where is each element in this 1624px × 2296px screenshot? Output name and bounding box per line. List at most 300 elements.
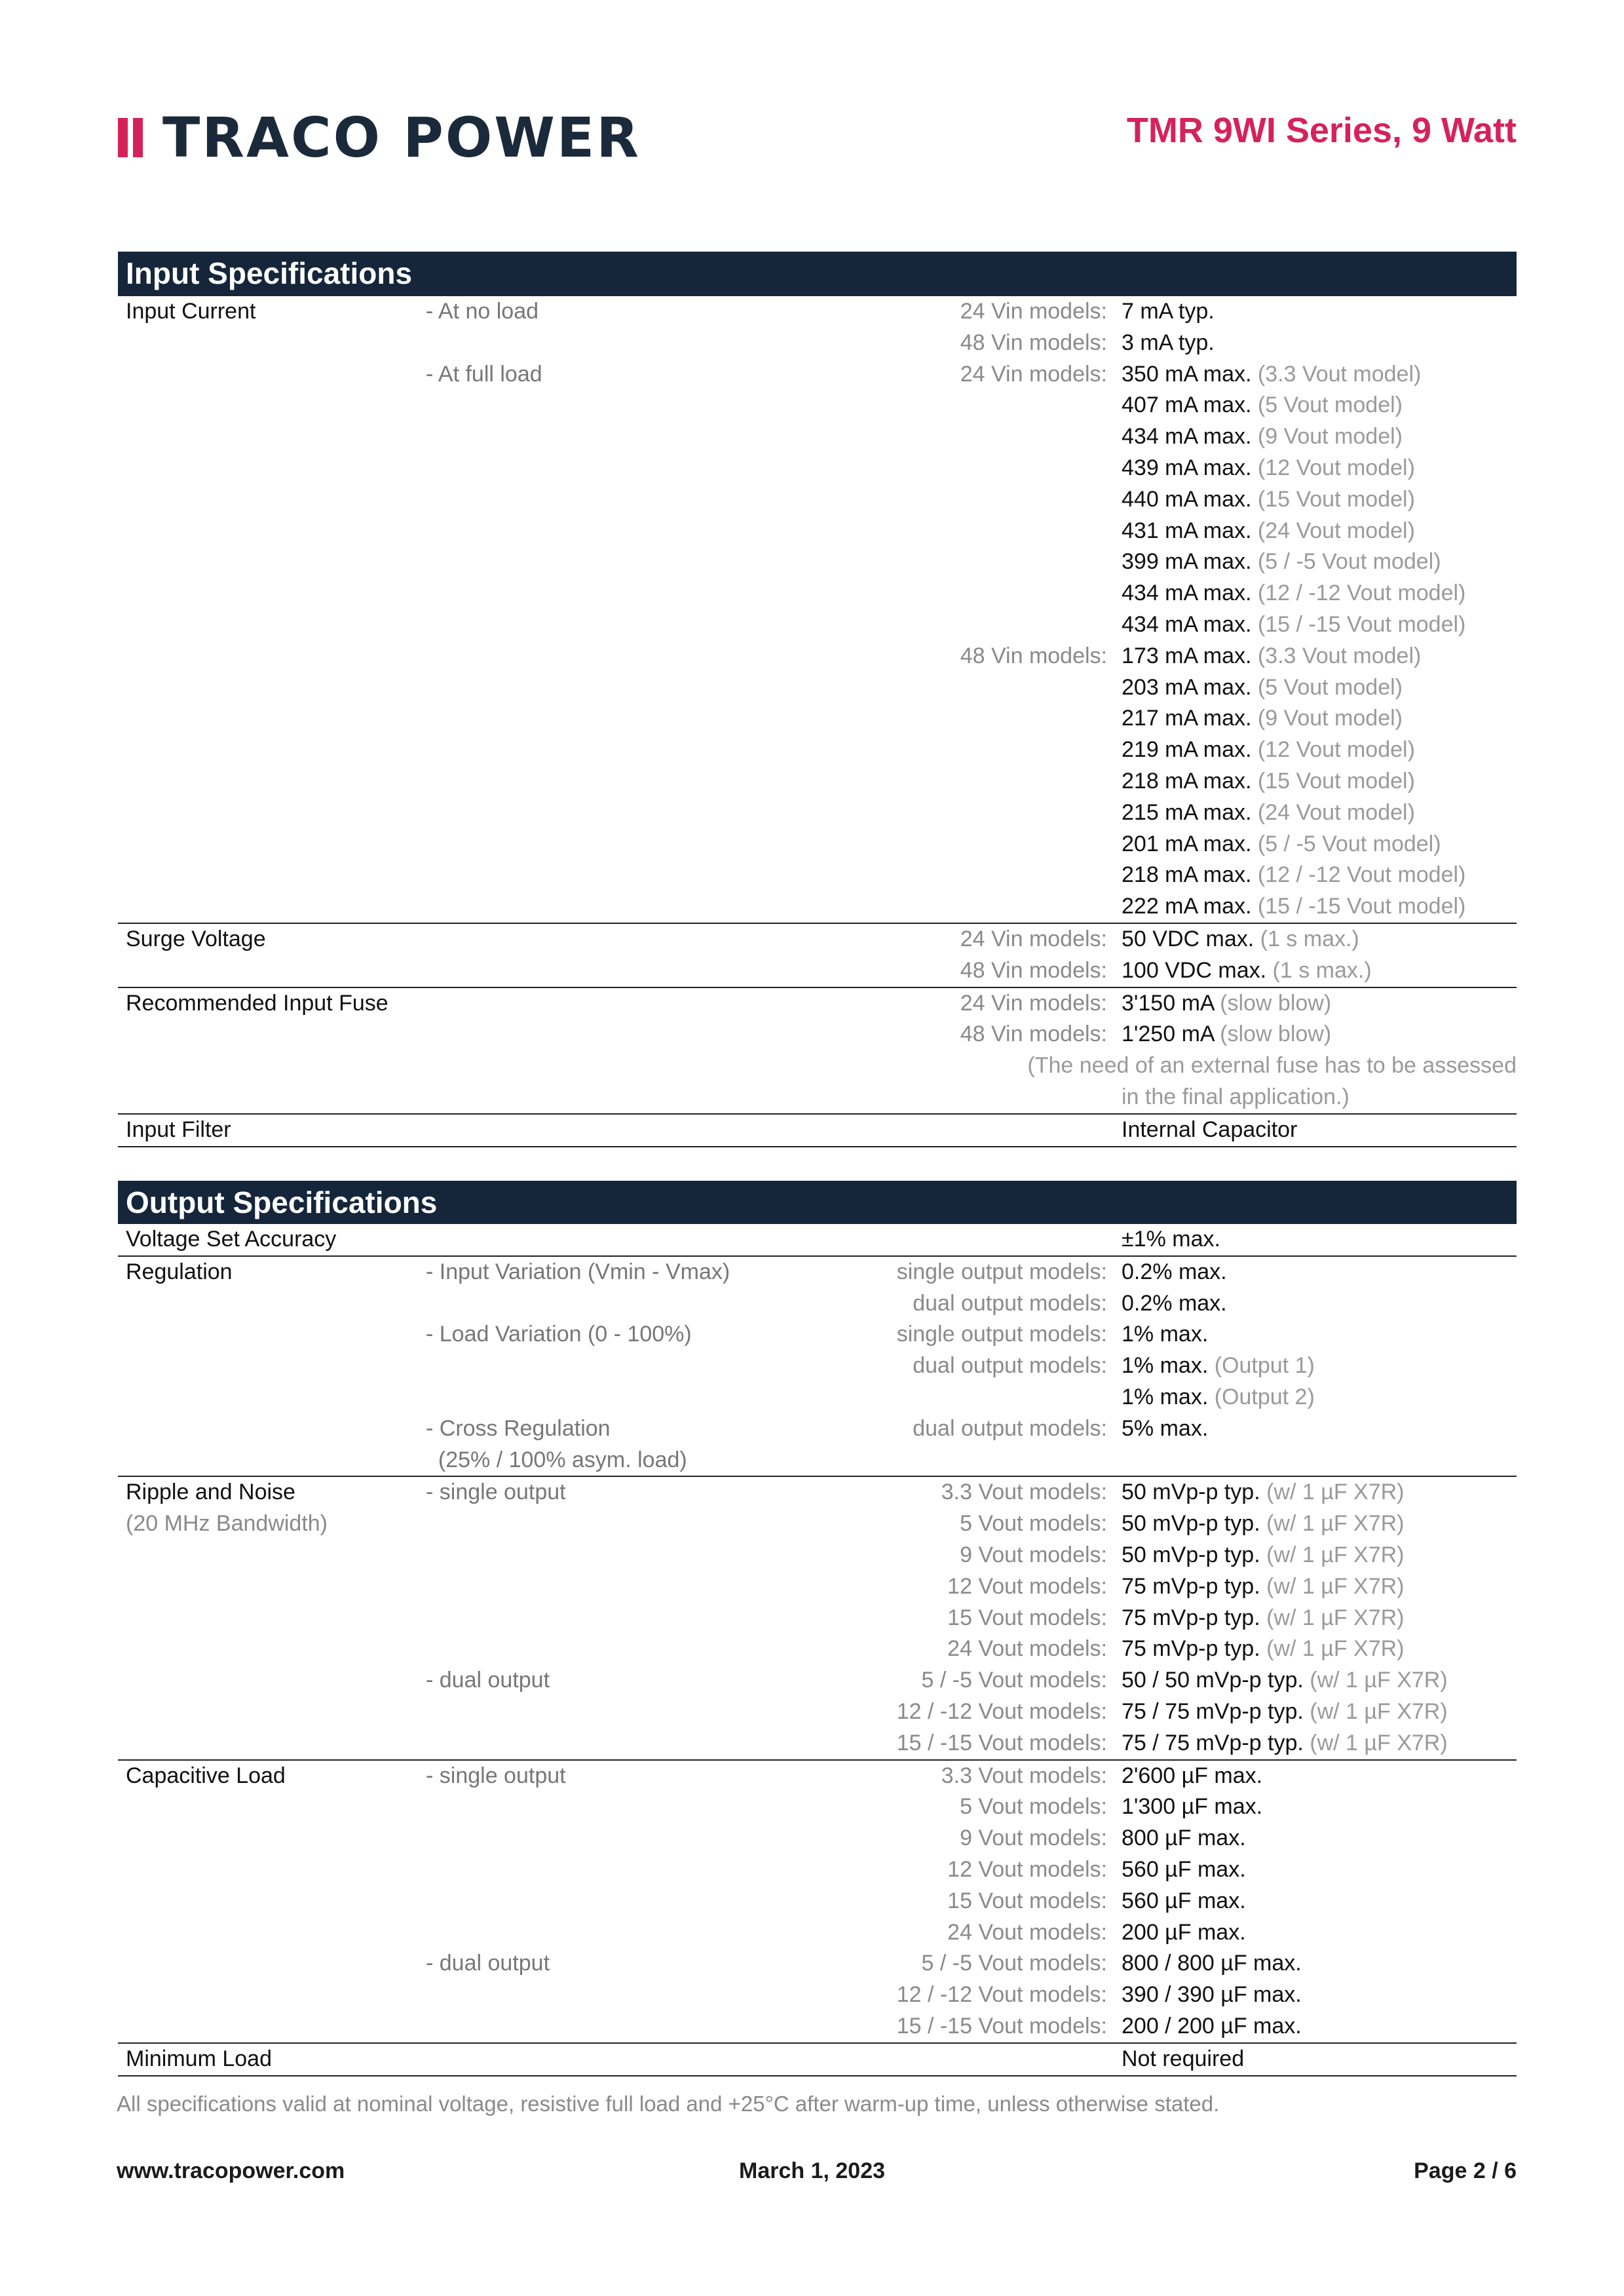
output-specifications-table: [118, 1224, 1517, 2076]
spec-row: [118, 735, 1517, 766]
spec-value-cell: [1114, 1571, 1517, 1603]
spec-value-cell: [1114, 1948, 1517, 1980]
spec-parameter: [118, 1854, 426, 1886]
spec-value-cell: [1114, 1082, 1517, 1113]
spec-condition: [426, 703, 701, 735]
spec-condition: [426, 1382, 701, 1413]
spec-note: (15 / -15 Vout model): [1251, 611, 1466, 637]
spec-row: [118, 923, 1517, 955]
spec-parameter: [118, 1019, 426, 1050]
spec-parameter: Surge Voltage: [126, 926, 266, 951]
spec-note: (12 / -12 Vout model): [1251, 581, 1466, 606]
spec-condition: [426, 1917, 701, 1949]
spec-value-cell: [1114, 1257, 1517, 1288]
spec-model-group: 5 Vout models:: [960, 1511, 1107, 1537]
spec-value: 50 mVp-p typ.: [1122, 1480, 1260, 1505]
spec-value-cell: [1114, 1917, 1517, 1949]
spec-value: 434 mA max.: [1122, 424, 1252, 450]
spec-row: [118, 1917, 1517, 1949]
spec-value: 218 mA max.: [1122, 768, 1252, 794]
spec-value-cell: [1114, 2044, 1517, 2075]
spec-model-group: [646, 1050, 1020, 1082]
spec-condition: [426, 578, 701, 609]
spec-value-cell: [1114, 1413, 1517, 1445]
spec-model-group: 9 Vout models:: [960, 1542, 1107, 1567]
spec-model-group: [701, 860, 1114, 891]
spec-parameter: [118, 1319, 426, 1350]
spec-row: [118, 1255, 1517, 1288]
spec-model-group: 15 / -15 Vout models:: [896, 1730, 1107, 1755]
spec-value: 50 mVp-p typ.: [1122, 1542, 1260, 1567]
spec-value: 218 mA max.: [1122, 862, 1252, 888]
spec-parameter: [118, 1917, 426, 1949]
spec-value: 3'150 mA: [1122, 990, 1214, 1016]
spec-model-group: [701, 484, 1114, 516]
spec-parameter: [118, 797, 426, 829]
spec-model-group: [701, 390, 1114, 421]
spec-condition: - single output: [426, 1480, 566, 1505]
spec-value-cell: [1114, 1980, 1517, 2011]
spec-model-group: 24 Vin models:: [960, 990, 1107, 1016]
spec-note: (5 / -5 Vout model): [1251, 831, 1441, 856]
spec-value-cell: [1114, 359, 1517, 391]
spec-model-group: 24 Vout models:: [947, 1636, 1107, 1662]
spec-model-group: 12 / -12 Vout models:: [896, 1698, 1107, 1724]
spec-parameter: [118, 703, 426, 735]
spec-value: 434 mA max.: [1122, 611, 1252, 637]
spec-parameter: [118, 1382, 426, 1413]
spec-value-cell: [1114, 296, 1517, 328]
spec-note: (The need of an external fuse has to be assessed: [1027, 1053, 1517, 1079]
spec-value-cell: [1114, 1445, 1517, 1476]
spec-row: [118, 1980, 1517, 2011]
spec-condition: [426, 390, 701, 421]
spec-parameter: Input Filter: [126, 1117, 231, 1142]
spec-parameter: [118, 578, 426, 609]
spec-model-group: 5 Vout models:: [960, 1794, 1107, 1820]
spec-parameter: [118, 328, 426, 359]
spec-model-group: 15 / -15 Vout models:: [896, 2013, 1107, 2038]
spec-value: 1'250 mA: [1122, 1022, 1214, 1047]
spec-parameter: [118, 1634, 426, 1665]
spec-value: 3 mA typ.: [1122, 330, 1215, 355]
spec-value-cell: [1114, 988, 1517, 1020]
spec-row: [118, 1288, 1517, 1320]
spec-condition: [426, 516, 701, 547]
spec-condition: - At no load: [426, 299, 539, 324]
spec-model-group: 15 Vout models:: [947, 1888, 1107, 1913]
spec-value-cell: [1114, 1508, 1517, 1540]
spec-row: [118, 987, 1517, 1020]
spec-value-cell: [1114, 1761, 1517, 1792]
spec-parameter: Capacitive Load: [126, 1763, 286, 1788]
spec-row: [118, 829, 1517, 860]
spec-parameter: [118, 1823, 426, 1854]
spec-condition: [426, 1728, 701, 1759]
spec-parameter: [118, 453, 426, 484]
spec-note: (w/ 1 µF X7R): [1260, 1542, 1405, 1567]
footnote: All specifications valid at nominal voltage, resistive full load and +25°C after warm-up time, unless otherwise stated.: [117, 2092, 1220, 2116]
input-specifications-table: [118, 295, 1517, 1147]
spec-note: (w/ 1 µF X7R): [1260, 1511, 1405, 1537]
footer-date: March 1, 2023: [739, 2158, 886, 2183]
spec-condition: [426, 891, 701, 923]
spec-condition: [426, 1115, 701, 1146]
spec-parameter: [118, 735, 426, 766]
spec-row: [118, 609, 1517, 641]
spec-note: (w/ 1 µF X7R): [1260, 1605, 1405, 1630]
spec-note: (15 Vout model): [1251, 768, 1415, 794]
spec-parameter: [118, 484, 426, 516]
spec-value: 390 / 390 µF max.: [1122, 1982, 1302, 2008]
spec-row: [118, 1476, 1517, 1508]
output-specifications-header: Output Specifications: [118, 1181, 1517, 1224]
spec-model-group: 5 / -5 Vout models:: [921, 1668, 1107, 1693]
spec-note: (w/ 1 µF X7R): [1260, 1480, 1405, 1505]
spec-parameter: [118, 860, 426, 891]
spec-value-cell: [1114, 1288, 1517, 1320]
spec-value-cell: [1114, 955, 1517, 987]
spec-value: 399 mA max.: [1122, 549, 1252, 575]
spec-value-cell: [1114, 1665, 1517, 1696]
spec-model-group: 48 Vin models:: [960, 643, 1107, 668]
spec-parameter: [118, 1980, 426, 2011]
spec-condition: (25% / 100% asym. load): [426, 1447, 687, 1472]
spec-row: [118, 1886, 1517, 1917]
spec-model-group: [701, 421, 1114, 453]
spec-parameter: [118, 516, 426, 547]
brand-logo: [118, 105, 641, 170]
spec-model-group: [701, 1224, 1114, 1255]
spec-condition: [426, 2011, 701, 2042]
spec-row: [118, 1319, 1517, 1350]
spec-value-cell: [1114, 735, 1517, 766]
spec-value: 1% max.: [1122, 1384, 1209, 1409]
spec-condition: [426, 1823, 701, 1854]
spec-note: (w/ 1 µF X7R): [1260, 1573, 1405, 1599]
spec-row: [118, 1823, 1517, 1854]
spec-condition: [426, 1350, 701, 1382]
spec-value-cell: [1114, 578, 1517, 609]
spec-value-cell: [1114, 766, 1517, 797]
spec-condition: [426, 1980, 701, 2011]
spec-row: [118, 1665, 1517, 1696]
spec-model-group: 48 Vin models:: [960, 957, 1107, 983]
spec-condition: [426, 1886, 701, 1917]
spec-model-group: 24 Vin models:: [960, 361, 1107, 387]
spec-model-group: [701, 1382, 1114, 1413]
spec-condition: [426, 641, 701, 672]
spec-row: [118, 955, 1517, 987]
spec-value: ±1% max.: [1122, 1227, 1220, 1252]
spec-value: 1'300 µF max.: [1122, 1794, 1263, 1820]
spec-model-group: [701, 703, 1114, 735]
brand-name: TRACO POWER: [162, 105, 641, 170]
spec-value: 0.2% max.: [1122, 1290, 1227, 1316]
spec-parameter: [118, 609, 426, 641]
spec-model-group: [701, 829, 1114, 860]
spec-value: 200 µF max.: [1122, 1919, 1246, 1945]
spec-value-cell: [1114, 1224, 1517, 1255]
spec-parameter: [118, 1886, 426, 1917]
spec-parameter: [118, 1665, 426, 1696]
spec-model-group: [701, 797, 1114, 829]
spec-note: (15 Vout model): [1251, 486, 1415, 512]
spec-row: [118, 766, 1517, 797]
spec-value: 75 mVp-p typ.: [1122, 1636, 1260, 1662]
spec-value: 0.2% max.: [1122, 1259, 1227, 1284]
spec-value: 200 / 200 µF max.: [1122, 2013, 1302, 2038]
spec-value: 439 mA max.: [1122, 455, 1252, 480]
spec-value: 800 / 800 µF max.: [1122, 1951, 1302, 1976]
spec-parameter: [118, 421, 426, 453]
spec-note: (Output 2): [1208, 1384, 1315, 1409]
spec-parameter: [118, 390, 426, 421]
logo-mark-icon: [118, 118, 143, 157]
spec-parameter: Recommended Input Fuse: [126, 990, 388, 1016]
spec-parameter: [118, 1791, 426, 1823]
spec-row: [118, 1113, 1517, 1147]
spec-note: (24 Vout model): [1251, 518, 1415, 543]
spec-note: (slow blow): [1213, 1022, 1332, 1047]
spec-value-cell: [1114, 390, 1517, 421]
spec-model-group: [701, 546, 1114, 578]
spec-note: (1 s max.): [1266, 957, 1372, 983]
spec-row: [118, 703, 1517, 735]
spec-row: [118, 1634, 1517, 1665]
spec-condition: [426, 797, 701, 829]
spec-condition: [426, 1791, 701, 1823]
spec-value: 560 µF max.: [1122, 1888, 1246, 1913]
spec-value: 201 mA max.: [1122, 831, 1252, 856]
spec-note: (5 / -5 Vout model): [1251, 549, 1441, 575]
spec-value-cell: [1114, 1019, 1517, 1050]
spec-note: (Output 1): [1208, 1353, 1315, 1379]
spec-value: 100 VDC max.: [1122, 957, 1267, 983]
spec-model-group: [701, 766, 1114, 797]
spec-row: [118, 860, 1517, 891]
spec-condition: [426, 1508, 701, 1540]
spec-parameter: [118, 641, 426, 672]
spec-condition: [426, 766, 701, 797]
spec-condition: - Cross Regulation: [426, 1415, 611, 1441]
spec-parameter: [118, 1445, 426, 1476]
spec-parameter: [118, 672, 426, 704]
spec-model-group: [701, 453, 1114, 484]
spec-value-cell: [1114, 1540, 1517, 1571]
spec-model-group: 3.3 Vout models:: [941, 1480, 1107, 1505]
spec-condition: - single output: [426, 1763, 566, 1788]
spec-note: (15 / -15 Vout model): [1251, 894, 1466, 919]
spec-value-cell: [1019, 1050, 1517, 1082]
spec-condition: [426, 1224, 701, 1255]
spec-condition: [426, 1603, 701, 1634]
spec-condition: [426, 484, 701, 516]
spec-value: 50 / 50 mVp-p typ.: [1122, 1668, 1304, 1693]
spec-value: Internal Capacitor: [1122, 1117, 1298, 1142]
spec-value: 50 mVp-p typ.: [1122, 1511, 1260, 1537]
spec-value-cell: [1114, 516, 1517, 547]
spec-row: [118, 1050, 1517, 1082]
spec-parameter: Voltage Set Accuracy: [126, 1227, 337, 1252]
spec-note: (1 s max.): [1254, 926, 1359, 951]
spec-row: [118, 578, 1517, 609]
spec-parameter: [118, 829, 426, 860]
spec-row: [118, 1854, 1517, 1886]
spec-value-cell: [1114, 1728, 1517, 1759]
spec-row: [118, 1508, 1517, 1540]
spec-value-cell: [1114, 1791, 1517, 1823]
spec-value: 1% max.: [1122, 1353, 1209, 1379]
spec-parameter: Minimum Load: [126, 2046, 272, 2071]
spec-condition: - Input Variation (Vmin - Vmax): [426, 1259, 730, 1284]
spec-condition: [426, 328, 701, 359]
spec-note: (24 Vout model): [1251, 799, 1415, 825]
spec-value: 50 VDC max.: [1122, 926, 1255, 951]
spec-parameter: [118, 1082, 426, 1113]
spec-row: [118, 797, 1517, 829]
spec-model-group: 48 Vin models:: [960, 330, 1107, 355]
spec-row: [118, 359, 1517, 391]
spec-row: [118, 1540, 1517, 1571]
spec-value-cell: [1114, 1603, 1517, 1634]
spec-condition: [426, 609, 701, 641]
spec-condition: [426, 1854, 701, 1886]
spec-value-cell: [1114, 797, 1517, 829]
spec-model-group: 9 Vout models:: [960, 1826, 1107, 1851]
spec-model-group: [701, 578, 1114, 609]
spec-model-group: [701, 1445, 1114, 1476]
spec-parameter: Input Current: [126, 299, 256, 324]
spec-parameter: [118, 1571, 426, 1603]
spec-row: [118, 672, 1517, 704]
spec-row: [118, 1382, 1517, 1413]
spec-value-cell: [1114, 1634, 1517, 1665]
spec-condition: [426, 2044, 701, 2075]
spec-value: 350 mA max.: [1122, 361, 1252, 387]
spec-value-cell: [1114, 1696, 1517, 1728]
spec-row: [118, 295, 1517, 328]
spec-condition: [426, 829, 701, 860]
spec-condition: [426, 924, 701, 955]
spec-note: (5 Vout model): [1251, 392, 1403, 418]
spec-parameter: [118, 1413, 426, 1445]
spec-note: (9 Vout model): [1251, 424, 1403, 450]
spec-row: [118, 2042, 1517, 2076]
spec-model-group: single output models:: [896, 1322, 1107, 1347]
spec-row: [118, 1696, 1517, 1728]
spec-value-cell: [1114, 546, 1517, 578]
spec-model-group: [701, 1115, 1114, 1146]
spec-row: [118, 1445, 1517, 1476]
spec-row: [118, 1603, 1517, 1634]
spec-value-cell: [1114, 703, 1517, 735]
spec-condition: [426, 1571, 701, 1603]
footer-website[interactable]: www.tracopower.com: [117, 2158, 345, 2183]
spec-condition: [426, 1288, 701, 1320]
series-title: TMR 9WI Series, 9 Watt: [1126, 111, 1517, 150]
spec-note: (w/ 1 µF X7R): [1303, 1698, 1448, 1724]
spec-row: [118, 891, 1517, 923]
spec-value-cell: [1114, 453, 1517, 484]
spec-value: 75 mVp-p typ.: [1122, 1573, 1260, 1599]
spec-condition: - dual output: [426, 1668, 550, 1693]
spec-parameter: [118, 1696, 426, 1728]
spec-note: (3.3 Vout model): [1251, 643, 1422, 668]
spec-value: 2'600 µF max.: [1122, 1763, 1263, 1788]
spec-condition: - Load Variation (0 - 100%): [426, 1322, 692, 1347]
spec-condition: [426, 860, 701, 891]
spec-value: Not required: [1122, 2046, 1245, 2071]
spec-value: 431 mA max.: [1122, 518, 1252, 543]
spec-parameter: [118, 1288, 426, 1320]
spec-parameter: [118, 1540, 426, 1571]
spec-value: 7 mA typ.: [1122, 299, 1215, 324]
spec-parameter: [118, 546, 426, 578]
spec-row: [118, 1759, 1517, 1792]
spec-condition: [397, 1050, 646, 1082]
spec-row: [118, 546, 1517, 578]
spec-model-group: [701, 516, 1114, 547]
spec-parameter: [118, 1050, 397, 1082]
spec-condition: - dual output: [426, 1951, 550, 1976]
spec-row: [118, 1082, 1517, 1113]
spec-model-group: 24 Vout models:: [947, 1919, 1107, 1945]
spec-value: 434 mA max.: [1122, 581, 1252, 606]
spec-condition: [426, 1540, 701, 1571]
spec-value-cell: [1114, 1823, 1517, 1854]
spec-row: [118, 421, 1517, 453]
footer-page-number: Page 2 / 6: [1414, 2158, 1517, 2183]
spec-parameter: [118, 891, 426, 923]
spec-row: [118, 328, 1517, 359]
spec-note: (slow blow): [1213, 990, 1332, 1016]
spec-parameter: (20 MHz Bandwidth): [126, 1511, 328, 1537]
spec-value-cell: [1114, 2011, 1517, 2042]
spec-value: 203 mA max.: [1122, 674, 1252, 700]
spec-model-group: 48 Vin models:: [960, 1022, 1107, 1047]
spec-parameter: [118, 1350, 426, 1382]
spec-model-group: dual output models:: [913, 1415, 1107, 1441]
spec-note: in the final application.): [1122, 1084, 1350, 1109]
spec-value: 217 mA max.: [1122, 706, 1252, 731]
spec-value-cell: [1114, 829, 1517, 860]
spec-row: [118, 1224, 1517, 1255]
spec-row: [118, 1728, 1517, 1759]
spec-condition: [426, 735, 701, 766]
spec-value-cell: [1114, 891, 1517, 923]
spec-value-cell: [1114, 484, 1517, 516]
spec-value: 440 mA max.: [1122, 486, 1252, 512]
spec-parameter: [118, 359, 426, 391]
spec-note: (w/ 1 µF X7R): [1260, 1636, 1405, 1662]
spec-value: 219 mA max.: [1122, 737, 1252, 763]
spec-note: (w/ 1 µF X7R): [1303, 1730, 1448, 1755]
spec-row: [118, 1948, 1517, 1980]
spec-model-group: 5 / -5 Vout models:: [921, 1951, 1107, 1976]
spec-parameter: Ripple and Noise: [126, 1480, 295, 1505]
spec-condition: [426, 546, 701, 578]
spec-condition: [426, 1634, 701, 1665]
spec-row: [118, 1019, 1517, 1050]
spec-value-cell: [1114, 1854, 1517, 1886]
spec-value-cell: [1114, 328, 1517, 359]
spec-value: 407 mA max.: [1122, 392, 1252, 418]
spec-condition: [426, 955, 701, 987]
spec-note: (5 Vout model): [1251, 674, 1403, 700]
spec-value-cell: [1114, 1350, 1517, 1382]
spec-value: 215 mA max.: [1122, 799, 1252, 825]
